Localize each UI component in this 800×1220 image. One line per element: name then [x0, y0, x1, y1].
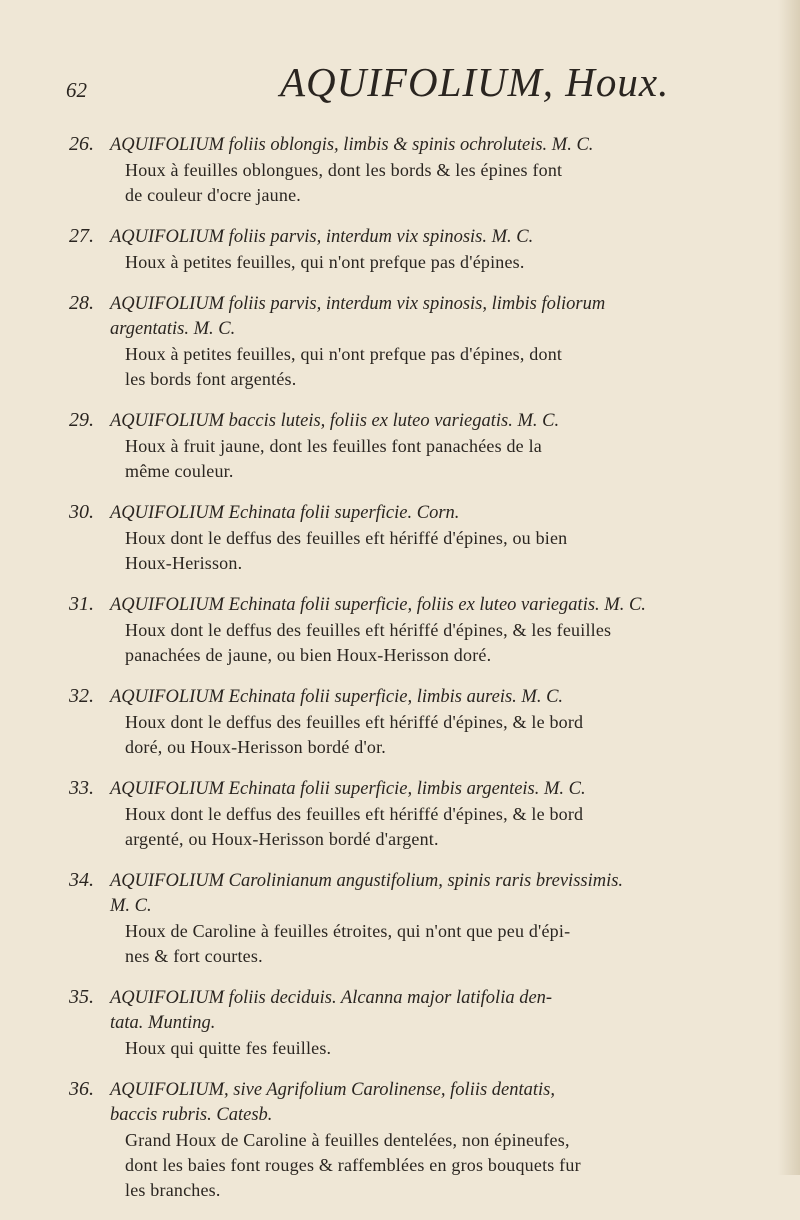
- entry-30: [0, 501, 800, 576]
- page-number: 62: [66, 78, 87, 102]
- entry-number: 27.: [69, 225, 94, 247]
- entry-29: [0, 409, 800, 484]
- latin-name: AQUIFOLIUM Carolinianum angustifolium, spinis raris brevissimis. M. C.: [110, 871, 624, 916]
- french-description: Houx à fruit jaune, dont les feuilles font panachées de la même couleur.: [125, 436, 542, 481]
- entry-list: [0, 133, 800, 1220]
- entry-31: [0, 593, 800, 668]
- french-description: Houx à petites feuilles, qui n'ont prefque pas d'épines.: [125, 252, 525, 272]
- entry-26: [0, 133, 800, 208]
- latin-name: AQUIFOLIUM baccis luteis, foliis ex luteo variegatis. M. C.: [110, 411, 560, 431]
- french-description: Houx dont le deffus des feuilles eft hériffé d'épines, & le bord doré, ou Houx-Herisson bordé d'or.: [125, 712, 584, 757]
- entry-number: 33.: [69, 777, 94, 799]
- french-description: Houx dont le deffus des feuilles eft hériffé d'épines, ou bien Houx-Herisson.: [125, 528, 568, 573]
- entry-32: [0, 685, 800, 760]
- entry-35: [0, 986, 800, 1061]
- entry-28: [0, 292, 800, 392]
- latin-name: AQUIFOLIUM foliis parvis, interdum vix spinosis, limbis foliorum argentatis. M. C.: [110, 294, 606, 339]
- entry-number: 26.: [69, 133, 94, 155]
- running-head: AQUIFOLIUM, Houx.: [280, 59, 670, 105]
- entry-number: 30.: [69, 501, 94, 523]
- latin-name: AQUIFOLIUM Echinata folii superficie, limbis aureis. M. C.: [110, 687, 564, 707]
- french-description: Houx à feuilles oblongues, dont les bords & les épines font de couleur d'ocre jaune.: [125, 160, 563, 205]
- french-description: Grand Houx de Caroline à feuilles dentelées, non épineufes, dont les baies font rouges & raffemblées en gros bouquets fur les branches.: [125, 1130, 581, 1200]
- french-description: Houx à petites feuilles, qui n'ont prefque pas d'épines, dont les bords font argentés.: [125, 344, 563, 389]
- french-description: Houx de Caroline à feuilles étroites, qui n'ont que peu d'épi- nes & fort courtes.: [125, 921, 571, 966]
- entry-34: [0, 869, 800, 969]
- latin-name: AQUIFOLIUM foliis parvis, interdum vix spinosis. M. C.: [110, 227, 534, 247]
- latin-name: AQUIFOLIUM Echinata folii superficie, foliis ex luteo variegatis. M. C.: [110, 595, 646, 615]
- entry-number: 28.: [69, 292, 94, 314]
- french-description: Houx dont le deffus des feuilles eft hériffé d'épines, & les feuilles panachées de jaune, ou bien Houx-Herisson doré.: [125, 620, 612, 665]
- latin-name: AQUIFOLIUM foliis oblongis, limbis & spinis ochroluteis. M. C.: [110, 135, 594, 155]
- entry-number: 29.: [69, 409, 94, 431]
- entry-36: [0, 1078, 800, 1203]
- french-description: Houx qui quitte fes feuilles.: [125, 1038, 332, 1058]
- entry-number: 34.: [69, 869, 94, 891]
- entry-number: 31.: [69, 593, 94, 615]
- entry-number: 36.: [69, 1078, 94, 1100]
- entry-33: [0, 777, 800, 852]
- page-header: [0, 58, 800, 108]
- latin-name: AQUIFOLIUM, sive Agrifolium Carolinense, foliis dentatis, baccis rubris. Catesb.: [110, 1080, 556, 1125]
- entry-number: 35.: [69, 986, 94, 1008]
- french-description: Houx dont le deffus des feuilles eft hériffé d'épines, & le bord argenté, ou Houx-Herisson bordé d'argent.: [125, 804, 584, 849]
- latin-name: AQUIFOLIUM Echinata folii superficie, limbis argenteis. M. C.: [110, 779, 586, 799]
- entry-27: [0, 225, 800, 275]
- entry-number: 32.: [69, 685, 94, 707]
- latin-name: AQUIFOLIUM Echinata folii superficie. Corn.: [110, 503, 460, 523]
- latin-name: AQUIFOLIUM foliis deciduis. Alcanna major latifolia den- tata. Munting.: [110, 988, 553, 1033]
